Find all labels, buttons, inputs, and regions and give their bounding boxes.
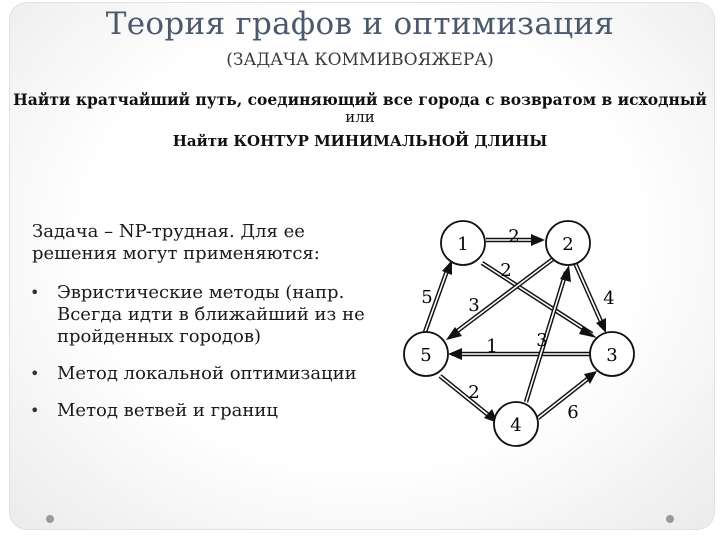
edge-weight-5-4: 2 — [468, 382, 480, 403]
graph-node-2 — [546, 221, 590, 265]
node-label: 5 — [420, 345, 432, 366]
slide-corner-dot — [46, 515, 54, 523]
node-label: 4 — [510, 415, 522, 436]
edge-3-to-5 — [448, 348, 592, 360]
statement-line-2: или — [345, 108, 375, 126]
edge-4-to-2 — [526, 265, 571, 402]
list-item-text: Метод локальной оптимизации — [57, 363, 357, 384]
edge-weight-5-1: 5 — [421, 287, 433, 308]
list-item-text: Метод ветвей и границ — [57, 400, 278, 421]
graph-node-1 — [441, 221, 485, 265]
node-label: 2 — [562, 234, 574, 255]
graph-node-5 — [404, 332, 448, 376]
edge-weight-2-5: 3 — [468, 295, 480, 316]
graph-node-4 — [494, 402, 538, 446]
bullet-icon: • — [30, 283, 40, 302]
edge-weight-4-3: 6 — [567, 402, 579, 423]
slide-title: Теория графов и оптимизация — [105, 6, 615, 42]
bullet-icon: • — [30, 364, 40, 383]
edge-weight-1-3: 2 — [500, 260, 512, 281]
node-label: 3 — [606, 345, 618, 366]
intro-text: Задача – NP-трудная. Для ее решения могут применяются: — [32, 221, 320, 264]
slide-corner-dot — [666, 515, 674, 523]
bullet-icon: • — [30, 401, 40, 420]
edge-weight-4-2: 3 — [536, 330, 548, 351]
slide-subtitle: (ЗАДАЧА КОММИВОЯЖЕРА) — [226, 50, 494, 70]
statement-line-1: Найти кратчайший путь, соединяющий все города с возвратом в исходный — [13, 90, 707, 109]
arrowhead-icon — [531, 234, 545, 246]
node-label: 1 — [457, 234, 469, 255]
statement-line-3: Найти КОНТУР МИНИМАЛЬНОЙ ДЛИНЫ — [172, 132, 548, 150]
arrowhead-icon — [442, 260, 452, 275]
edge-weight-2-3: 4 — [603, 288, 615, 309]
graph-node-3 — [590, 332, 634, 376]
list-item-text: Эвристические методы (напр. Всегда идти в ближайший из не пройденных городов) — [57, 282, 365, 347]
arrowhead-icon — [448, 348, 462, 360]
edge-2-to-3 — [575, 263, 606, 333]
edge-weight-3-5: 1 — [486, 336, 498, 357]
edge-weight-1-2: 2 — [508, 226, 520, 247]
